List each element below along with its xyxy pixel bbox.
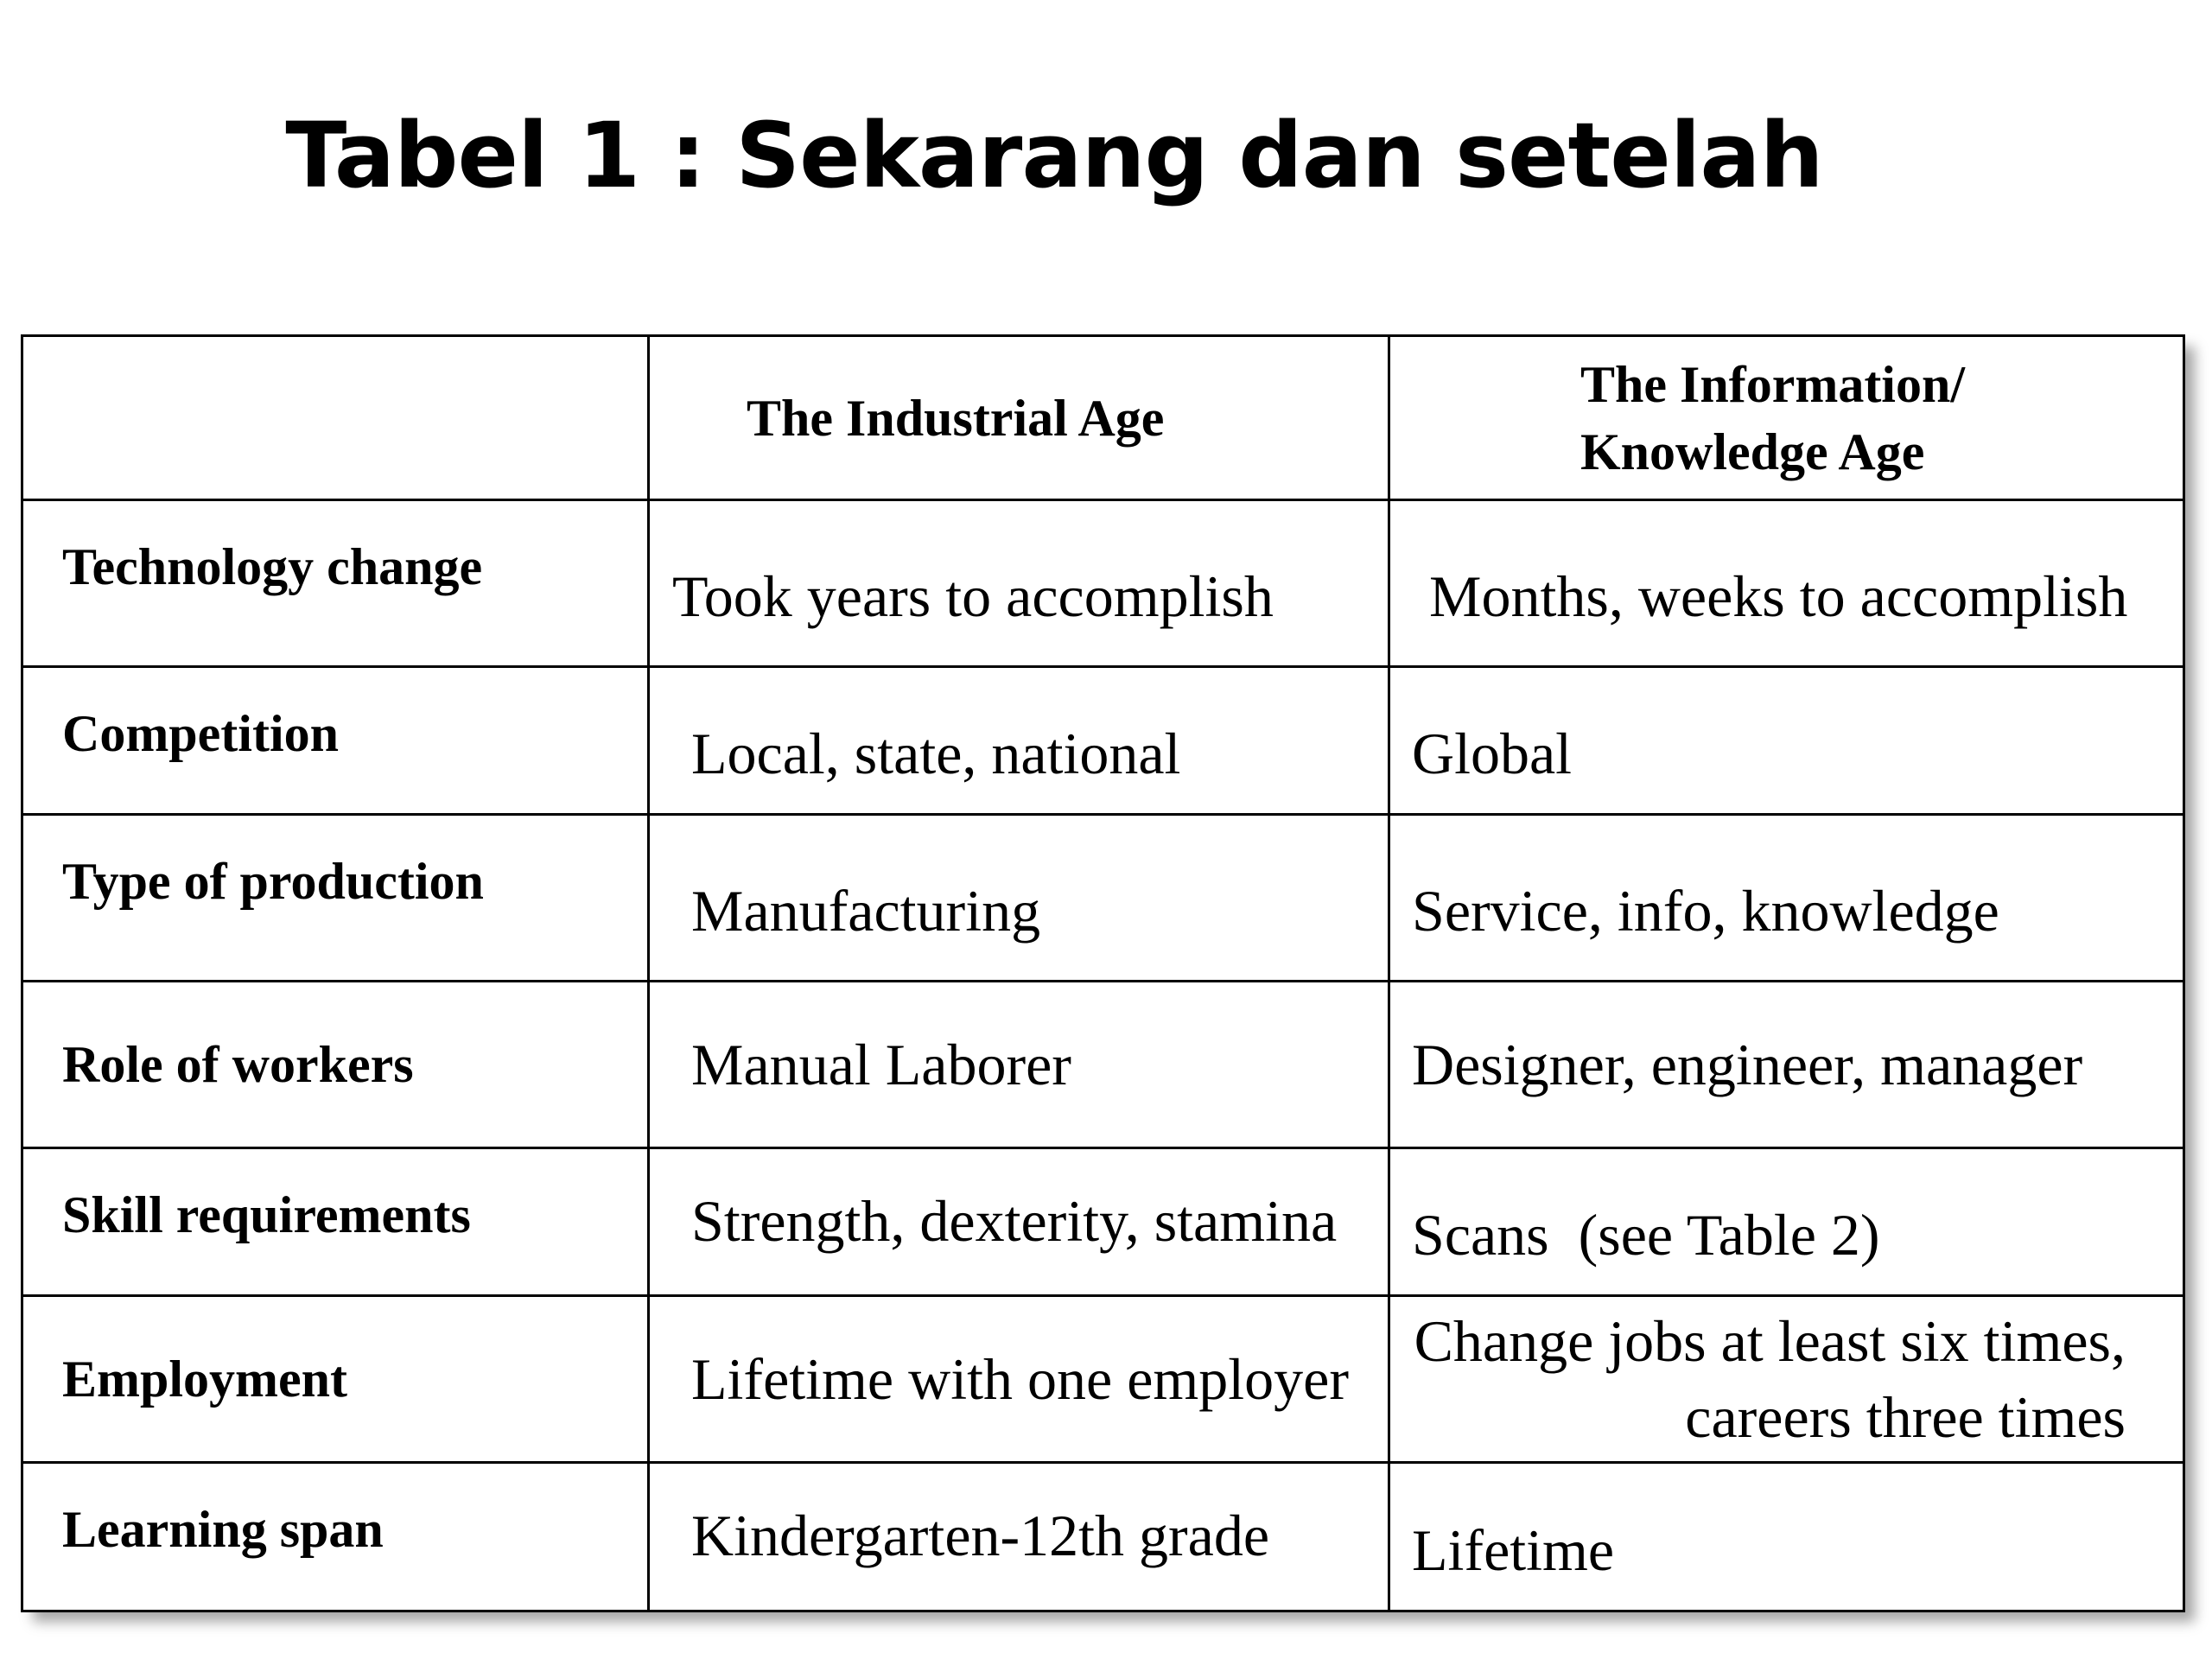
information-cell: Months, weeks to accomplish <box>1389 500 2184 667</box>
industrial-cell: Strength, dexterity, stamina <box>649 1148 1389 1296</box>
table-row <box>22 1148 2184 1296</box>
comparison-table-container <box>21 334 2183 1610</box>
header-industrial-age: The Industrial Age <box>649 336 1389 500</box>
header-information-line1: The Information/ <box>1580 355 1966 413</box>
information-cell: Lifetime <box>1389 1463 2184 1611</box>
row-label: Skill requirements <box>22 1148 649 1296</box>
table-header-row <box>22 336 2184 500</box>
header-empty-cell <box>22 336 649 500</box>
information-cell <box>1389 1296 2184 1463</box>
information-cell: Scans (see Table 2) <box>1389 1148 2184 1296</box>
header-information-line2: Knowledge Age <box>1580 423 1925 480</box>
row-label: Learning span <box>22 1463 649 1611</box>
industrial-cell: Kindergarten-12th grade <box>649 1463 1389 1611</box>
header-information-age <box>1389 336 2184 500</box>
row-label: Role of workers <box>22 982 649 1148</box>
table-row <box>22 982 2184 1148</box>
table-row <box>22 500 2184 667</box>
information-cell: Global <box>1389 667 2184 815</box>
information-cell: Service, info, knowledge <box>1389 815 2184 982</box>
table-row <box>22 1463 2184 1611</box>
row-label: Competition <box>22 667 649 815</box>
industrial-cell: Lifetime with one employer <box>649 1296 1389 1463</box>
information-cell-line1: Change jobs at least six times, <box>1414 1308 2126 1374</box>
table-row <box>22 815 2184 982</box>
industrial-cell: Manufacturing <box>649 815 1389 982</box>
industrial-cell: Local, state, national <box>649 667 1389 815</box>
table-row <box>22 667 2184 815</box>
comparison-table <box>21 334 2185 1612</box>
industrial-cell: Took years to accomplish <box>649 500 1389 667</box>
information-cell-line2: careers three times <box>1685 1384 2126 1450</box>
slide-title: Tabel 1 : Sekarang dan setelah <box>285 103 1823 208</box>
row-label: Employment <box>22 1296 649 1463</box>
row-label: Type of production <box>22 815 649 982</box>
row-label: Technology change <box>22 500 649 667</box>
industrial-cell: Manual Laborer <box>649 982 1389 1148</box>
table-row <box>22 1296 2184 1463</box>
information-cell: Designer, engineer, manager <box>1389 982 2184 1148</box>
